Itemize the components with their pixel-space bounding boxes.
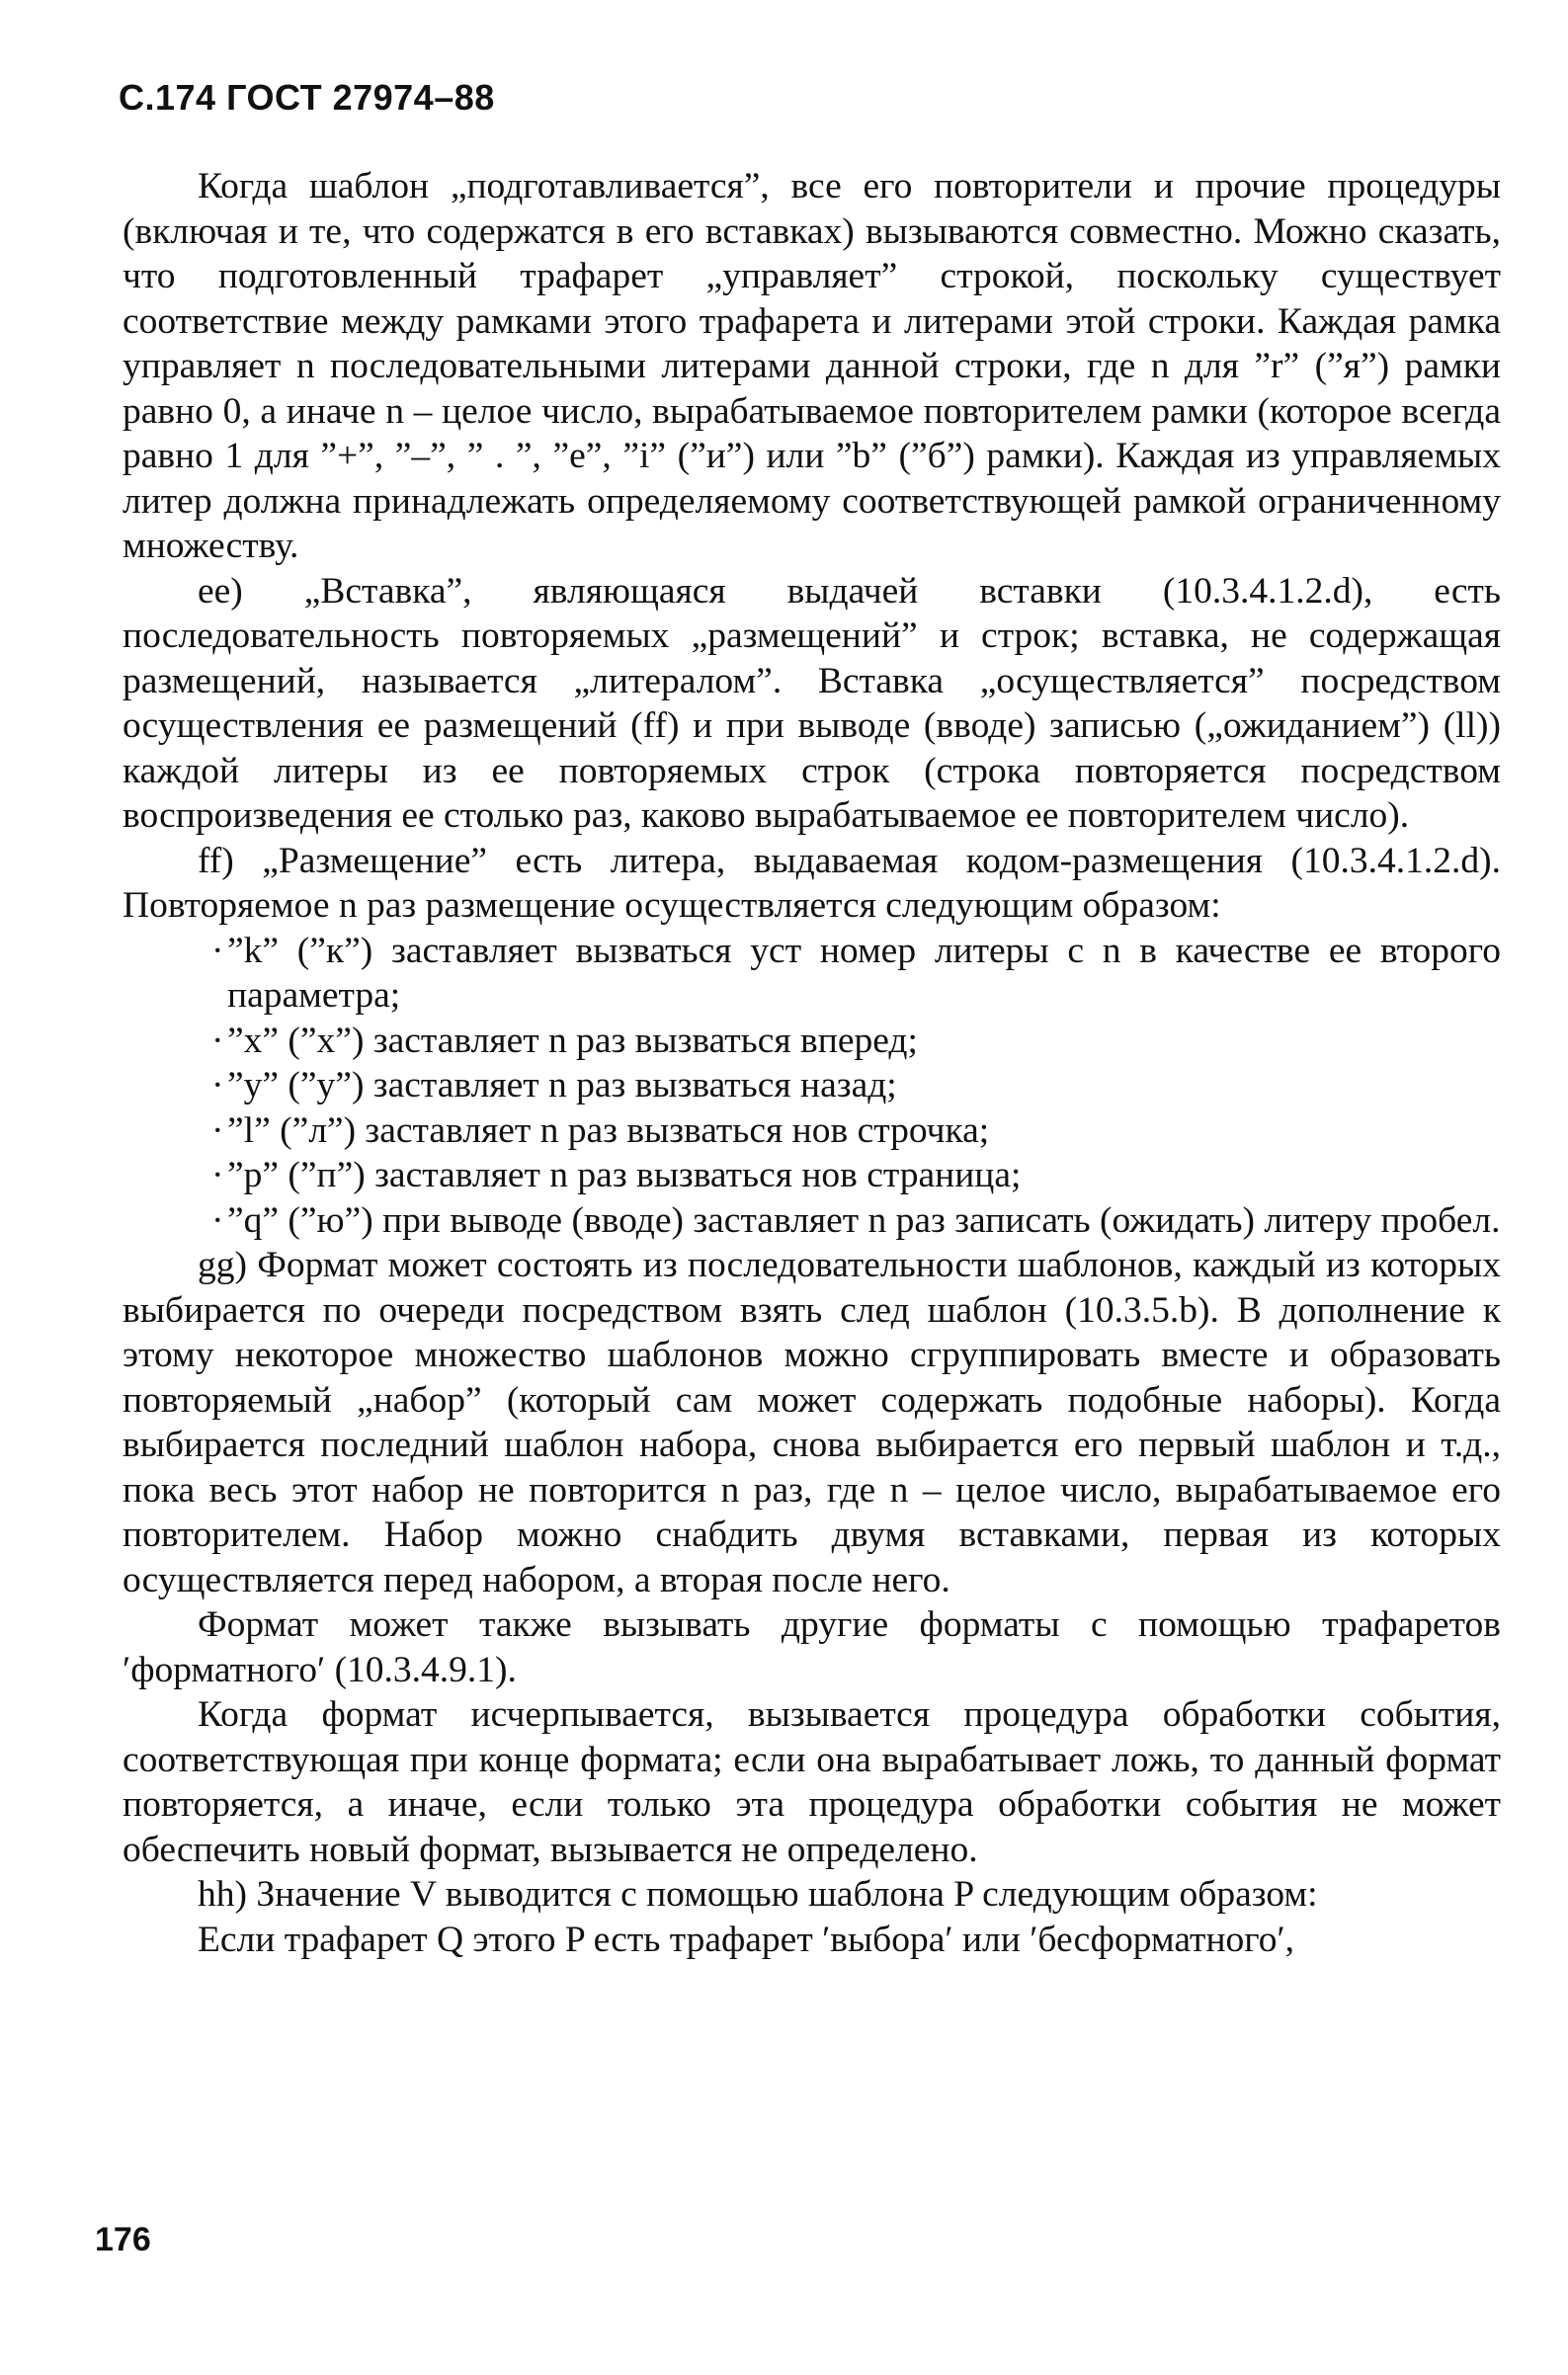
page-number: 176 [95,2221,151,2258]
paragraph-format-call: Формат может также вызывать другие форматы с помощью трафаретов ′форматного′ (10.3.4.9.1). [123,1604,1501,1690]
bullet-icon: · [211,1199,224,1241]
alignment-list [123,929,1501,1244]
paragraph-gg-format: gg) Формат может состоять из последовательности шаблонов, каждый из которых выбирается по очереди посредством взять след шаблон (10.3.5.b). В дополнение к этому некоторое множество шаблонов можно сгруппировать вместе и образовать повторяемый „набор” (который сам может содержать подобные наборы). Когда выбирается последний шаблон набора, снова выбирается его первый шаблон и т.д., пока весь этот набор не повторится n раз, где n – целое число, вырабатываемое его повторителем. Набор можно снабдить двумя вставками, первая из которых осуществляется перед набором, а вторая после него. [123,1245,1501,1600]
paragraph-hh-output: hh) Значение V выводится с помощью шаблона P следующим образом: [198,1874,1318,1915]
list-item-text: ”q” (”ю”) при выводе (вводе) заставляет n раз записать (ожидать) литеру пробел. [227,1199,1501,1241]
list-item-text: ”x” (”х”) заставляет n раз вызваться вперед; [227,1020,918,1061]
paragraph-template-preparation: Когда шаблон „подготавливается”, все его повторители и прочие процедуры (включая и те, что содержатся в его вставках) вызываются совместно. Можно сказать, что подготовленный трафарет „управляет” строкой, поскольку существует соответствие между рамками этого трафарета и литерами этой строки. Каждая рамка управляет n последовательными литерами данной строки, где n для ”r” (”я”) рамки равно 0, а иначе n – целое число, вырабатываемое повторителем рамки (которое всегда равно 1 для ”+”, ”–”, ” . ”, ”e”, ”i” (”и”) или ”b” (”б”) рамки). Каждая из управляемых литер должна принадлежать определяемому соответствующей рамкой ограниченному множеству. [123,166,1501,566]
document-body [123,164,1501,1962]
bullet-icon: · [211,1065,224,1106]
paragraph-format-exhausted: Когда формат исчерпывается, вызывается процедура обработки события, соответствующая при конце формата; если она вырабатывает ложь, то данный формат повторяется, а иначе, если только эта процедура обработки события не может обеспечить новый формат, вызывается не определено. [123,1694,1501,1870]
list-item [123,929,1501,1019]
bullet-icon: · [211,1155,224,1195]
list-item-text: ”p” (”п”) заставляет n раз вызваться нов страница; [227,1155,1022,1195]
paragraph-ff-alignment: ff) „Размещение” есть литера, выдаваемая кодом-размещения (10.3.4.1.2.d). Повторяемое n раз размещение осуществляется следующим образом: [123,840,1501,926]
list-item [123,1019,1501,1064]
page-header: С.174 ГОСТ 27974–88 [119,77,495,118]
list-item-text: ”k” (”к”) заставляет вызваться уст номер литеры с n в качестве ее второго параметра; [227,930,1501,1016]
list-item [123,1153,1501,1198]
bullet-icon: · [211,930,224,971]
paragraph-ee-insertion: ее) „Вставка”, являющаяся выдачей вставки (10.3.4.1.2.d), есть последовательность повторяемых „размещений” и строк; вставка, не содержащая размещений, называется „литералом”. Вставка „осуществляется” посредством осуществления ее размещений (ff) и при выводе (вводе) записью („ожиданием”) (ll)) каждой литеры из ее повторяемых строк (строка повторяется посредством воспроизведения ее столько раз, каково вырабатываемое ее повторителем число). [123,570,1501,836]
list-item [123,1198,1501,1244]
list-item [123,1063,1501,1108]
paragraph-last: Если трафарет Q этого P есть трафарет ′выбора′ или ′бесформатного′, [198,1919,1295,1960]
list-item-text: ”l” (”л”) заставляет n раз вызваться нов строчка; [227,1109,990,1151]
bullet-icon: · [211,1109,224,1151]
list-item-text: ”y” (”у”) заставляет n раз вызваться назад; [227,1065,897,1106]
list-item [123,1108,1501,1154]
bullet-icon: · [211,1020,224,1061]
